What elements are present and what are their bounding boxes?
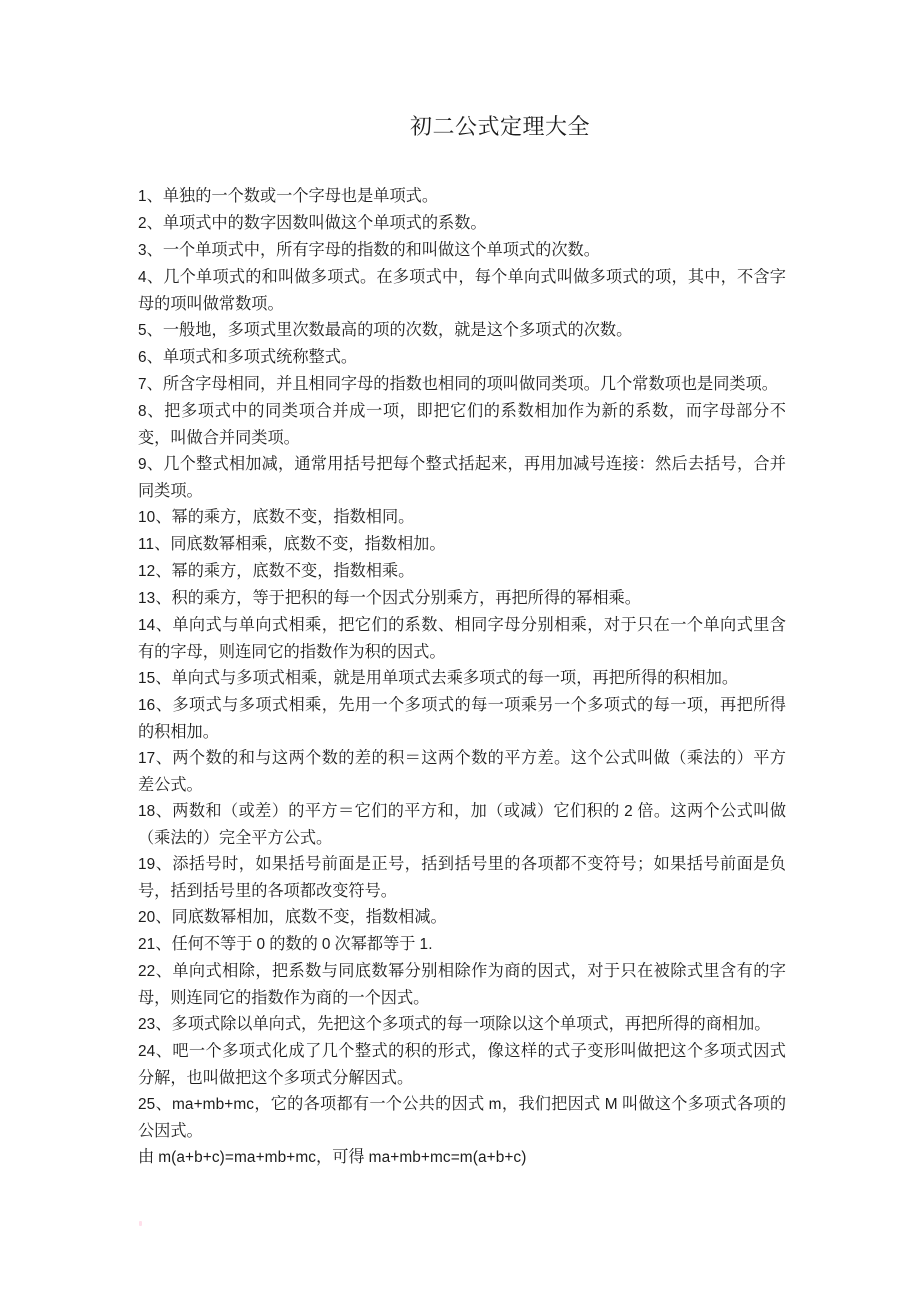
rule-number: 14 — [138, 617, 156, 634]
rule-text: 、单独的一个数或一个字母也是单项式。 — [146, 187, 439, 205]
latin-run: M — [604, 1096, 618, 1113]
rule-number: 6 — [138, 349, 147, 366]
rule-text: 、几个单项式的和叫做多项式。在多项式中，每个单向式叫做多项式的项，其中，不含字母的项叫做常数项。 — [138, 268, 786, 313]
rule-number: 5 — [138, 322, 147, 339]
rule-text: 、所含字母相同，并且相同字母的指数也相同的项叫做同类项。几个常数项也是同类项。 — [146, 375, 778, 393]
rule-item — [138, 558, 786, 585]
rule-item — [138, 931, 786, 958]
rule-number: 2 — [138, 215, 147, 232]
rule-item — [138, 317, 786, 344]
rule-number: 25 — [138, 1096, 156, 1113]
rule-text: 、幂的乘方，底数不变，指数相乘。 — [155, 562, 415, 580]
rule-text: 、一般地，多项式里次数最高的项的次数，就是这个多项式的次数。 — [146, 321, 633, 339]
rules-list — [138, 183, 786, 1171]
rule-item — [138, 398, 786, 451]
rule-number: 12 — [138, 563, 156, 580]
rule-number: 20 — [138, 909, 156, 926]
rule-item — [138, 210, 786, 237]
latin-run: 1. — [419, 936, 433, 953]
rule-item — [138, 531, 786, 558]
rule-number: 9 — [138, 456, 147, 473]
rule-text: 、两个数的和与这两个数的差的积＝这两个数的平方差。这个公式叫做（乘法的）平方差公式。 — [138, 749, 786, 794]
rule-item — [138, 264, 786, 317]
rule-text: 、吧一个多项式化成了几个整式的积的形式，像这样的式子变形叫做把这个多项式因式分解，也叫做把这个多项式分解因式。 — [138, 1042, 786, 1087]
rule-number: 24 — [138, 1043, 156, 1060]
rule-number: 15 — [138, 670, 156, 687]
rule-item — [138, 344, 786, 371]
rule-item — [138, 904, 786, 931]
rule-item — [138, 1011, 786, 1038]
rule-number: 8 — [138, 403, 147, 420]
rule-number: 11 — [138, 536, 155, 553]
rule-text: 、两数和（或差）的平方＝它们的平方和，加（或减）它们积的 2 倍。这两个公式叫做（乘法的）完全平方公式。 — [138, 802, 787, 847]
latin-run: m(a+b+c)=ma+mb+mc — [158, 1149, 317, 1166]
rule-item — [138, 665, 786, 692]
rule-text: 、单向式与单向式相乘，把它们的系数、相同字母分别相乘，对于只在一个单向式里含有的字母，则连同它的指数作为积的因式。 — [138, 616, 786, 661]
latin-run: ma+mb+mc — [172, 1096, 255, 1113]
rule-item — [138, 371, 786, 398]
rule-number: 16 — [138, 697, 156, 714]
rule-number: 17 — [138, 750, 156, 767]
rule-item — [138, 504, 786, 531]
rule-number: 1 — [138, 188, 147, 205]
rule-item — [138, 692, 786, 745]
rule-number: 22 — [138, 963, 156, 980]
rule-text: 、ma+mb+mc，它的各项都有一个公共的因式 m，我们把因式 M 叫做这个多项式各项的公因式。 — [138, 1095, 787, 1140]
closing-formula-line: 由 m(a+b+c)=ma+mb+mc，可得 ma+mb+mc=m(a+b+c) — [138, 1148, 527, 1166]
rule-item — [138, 1038, 786, 1091]
latin-run: 0 — [256, 936, 266, 953]
rule-number: 3 — [138, 242, 147, 259]
rule-item — [138, 451, 786, 504]
rule-item — [138, 745, 786, 798]
rule-item — [138, 237, 786, 264]
rule-item — [138, 183, 786, 210]
rule-number: 21 — [138, 936, 156, 953]
rule-text: 、添括号时，如果括号前面是正号，括到括号里的各项都不变符号；如果括号前面是负号，括到括号里的各项都改变符号。 — [138, 855, 786, 900]
rule-text: 、几个整式相加减，通常用括号把每个整式括起来，再用加减号连接：然后去括号，合并同类项。 — [138, 455, 786, 500]
rule-item — [138, 851, 786, 904]
rule-text: 、单向式相除，把系数与同底数幂分别相除作为商的因式，对于只在被除式里含有的字母，则连同它的指数作为商的一个因式。 — [138, 962, 786, 1007]
rule-text: 、同底数幂相乘，底数不变，指数相加。 — [154, 535, 446, 553]
rule-text: 、多项式除以单向式，先把这个多项式的每一项除以这个单项式，再把所得的商相加。 — [155, 1015, 771, 1033]
rule-item — [138, 585, 786, 612]
latin-run: ma+mb+mc=m(a+b+c) — [368, 1149, 527, 1166]
rule-text: 、单项式中的数字因数叫做这个单项式的系数。 — [146, 214, 487, 232]
rule-text: 、任何不等于 0 的数的 0 次幂都等于 1. — [155, 935, 433, 953]
rule-text: 、一个单项式中，所有字母的指数的和叫做这个单项式的次数。 — [146, 241, 600, 259]
rule-text: 、幂的乘方，底数不变，指数相同。 — [155, 508, 415, 526]
rule-number: 19 — [138, 856, 156, 873]
rule-item — [138, 958, 786, 1011]
latin-run: 0 — [321, 936, 331, 953]
page-title: 初二公式定理大全 — [409, 114, 590, 139]
rule-number: 13 — [138, 590, 156, 607]
rule-item — [138, 612, 786, 665]
rule-item — [138, 1091, 786, 1144]
latin-run: 2 — [624, 803, 633, 820]
rule-number: 7 — [138, 376, 147, 393]
rule-number: 23 — [138, 1016, 156, 1033]
scan-artifact-speck — [139, 1221, 142, 1226]
rule-text: 、多项式与多项式相乘，先用一个多项式的每一项乘另一个多项式的每一项，再把所得的积相加。 — [138, 696, 786, 741]
rule-number: 10 — [138, 509, 156, 526]
rule-text: 、把多项式中的同类项合并成一项，即把它们的系数相加作为新的系数，而字母部分不变，叫做合并同类项。 — [138, 402, 786, 447]
latin-run: m — [488, 1096, 502, 1113]
rule-text: 、积的乘方，等于把积的每一个因式分别乘方，再把所得的幂相乘。 — [155, 589, 641, 607]
rule-item — [138, 798, 786, 851]
rule-number: 4 — [138, 269, 147, 286]
rule-text: 、单向式与多项式相乘，就是用单项式去乘多项式的每一项，再把所得的积相加。 — [155, 669, 739, 687]
rule-number: 18 — [138, 803, 156, 820]
rule-text: 、单项式和多项式统称整式。 — [146, 348, 358, 366]
rule-text: 、同底数幂相加，底数不变，指数相减。 — [155, 908, 447, 926]
